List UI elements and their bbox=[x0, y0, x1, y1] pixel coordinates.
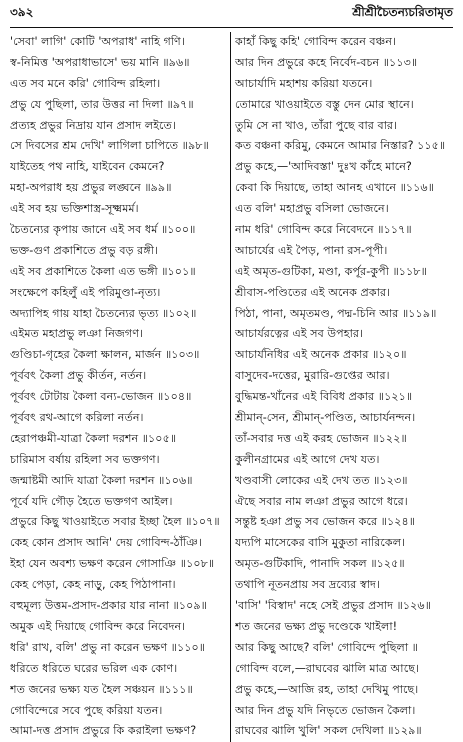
verse-line: ঐছে সবার নাম লঞা প্রভুর আগে ধরে। bbox=[235, 494, 408, 508]
verse-line: শ্রীমান্‌-সেন, শ্রীমান্‌-পণ্ডিত, আচার্যনন্দন। bbox=[235, 411, 416, 425]
verse-line: শ্রীবাস-পণ্ডিতের এই অনেক প্রকার। bbox=[235, 285, 391, 299]
verse-line: কেহ পেড়া, কেহ নাড়ু, কেহ পিঠাপানা। bbox=[10, 578, 176, 592]
verse-line: অমুক এই দিয়াছে গোবিন্দ করে নিবেদন। bbox=[10, 619, 186, 633]
verse-line: এই সব প্রকাশিতে কৈলা এত ভঙ্গী ॥১০১॥ bbox=[10, 264, 196, 278]
verse-line: ধরি' রাখ, বলি' প্রভু না করেন ভক্ষণ ॥১১০॥ bbox=[10, 640, 206, 654]
verse-line: প্রভু কহে,—'আদিবস্তা' দুঃখ কাঁহে মানে? bbox=[235, 160, 412, 174]
verse-line: খণ্ডবাসী লোকের এই দেখ তত ॥১২৩॥ bbox=[235, 473, 408, 487]
verse-line: প্রত্যহ প্রভুর নিদ্রায় যান প্রসাদ লইতে। bbox=[10, 118, 176, 132]
verse-line: বাসুদেব-দত্তের, মুরারি-গুপ্তের আর। bbox=[235, 369, 390, 383]
verse-line: ভক্ত-গুণ প্রকাশিতে প্রভু বড় রঙ্গী। bbox=[10, 243, 158, 257]
verse-line: কাহাঁ কিছু কহি' গোবিন্দ করেন বঞ্চন। bbox=[235, 35, 397, 48]
verse-line: তুমি সে না খাও, তাঁরা পুছে বার বার। bbox=[235, 118, 398, 132]
verse-line: স্ব-নিমিত্ত 'অপরাধাভাসে' ভয় মানি ॥৯৬॥ bbox=[10, 55, 190, 69]
verse-line: তাঁ-সবার দত্ত এই করহ ভোজন ॥১২২॥ bbox=[235, 431, 407, 445]
verse-line: আচার্যরত্নের এই সব উপহার। bbox=[235, 327, 363, 341]
left-column bbox=[10, 32, 228, 742]
verse-line: 'সেবা' লাগি' কোটি 'অপরাধ' নাহি গণি। bbox=[10, 35, 185, 48]
verse-line: জন্মাষ্টমী আদি যাত্রা কৈলা দরশন ॥১০৬॥ bbox=[10, 473, 193, 487]
verse-line: প্রভু যে পুছিলা, তার উত্তর না দিলা ॥৯৭॥ bbox=[10, 97, 194, 111]
verse-line: কুলীনগ্রামের এই আগে দেখ যত। bbox=[235, 452, 380, 466]
verse-line: আচার্যনিধির এই অনেক প্রকার ॥১২০॥ bbox=[235, 348, 407, 362]
verse-line: আমা-দত্ত প্রসাদ প্রভুরে কি করাইলা ভক্ষণ? bbox=[10, 724, 197, 738]
verse-line: আর কিছু আছে? বলি' গোবিন্দে পুছিলা ॥ bbox=[235, 640, 418, 654]
right-column bbox=[235, 32, 453, 742]
verse-line: যাইতেহ পথ নাহি, যাইবেন কেমনে? bbox=[10, 160, 165, 174]
header-rule bbox=[10, 27, 453, 28]
verse-line: বুদ্ধিমন্ত-খাঁনের এই বিবিধ প্রকার ॥১২১॥ bbox=[235, 390, 413, 404]
verse-line: রাঘবের ঝালি খুলি' সকল দেখিলা ॥১২৯॥ bbox=[235, 724, 422, 738]
verse-line: সংক্ষেপে কহিলুঁ এই পরিমুণ্ডা-নৃত্য। bbox=[10, 285, 161, 299]
verse-line: প্রভুরে কিছু খাওয়াইতে সবার ইচ্ছা হৈল ॥১০৭॥ bbox=[10, 515, 220, 529]
verse-line: হেরাপঞ্চমী-যাত্রা কৈলা দরশন ॥১০৫॥ bbox=[10, 431, 177, 445]
verse-line: মহা-অপরাধ হয় প্রভুর লঙ্ঘনে ॥৯৯॥ bbox=[10, 181, 172, 195]
verse-line: পূর্ববৎ রথ-আগে করিলা নর্তন। bbox=[10, 411, 144, 425]
text-columns bbox=[10, 32, 453, 742]
verse-line: আর দিন প্রভু যদি নিভৃতে ভোজন কৈলা। bbox=[235, 703, 416, 717]
verse-line: আচার্যাদি মহাশয় করিয়া যতনে। bbox=[235, 76, 373, 90]
verse-line: পূর্বে যদি গৌড় হৈতে ভক্তগণ আইল। bbox=[10, 494, 173, 508]
verse-line: তথাপি নূতনপ্রায় সব দ্রব্যের স্বাদ। bbox=[235, 578, 380, 592]
verse-line: পূর্ববৎ টোটায় কৈলা বন্য-ভোজন ॥১০৪॥ bbox=[10, 390, 192, 404]
verse-line: পূর্ববৎ কৈলা প্রভু কীর্তন, নর্তন। bbox=[10, 369, 147, 383]
verse-line: 'বাসি' 'বিস্বাদ' নহে সেই প্রভুর প্রসাদ ॥১২৬॥ bbox=[235, 599, 432, 613]
verse-line: তোমারে খাওয়াইতে বস্তু দেন মোর স্থানে। bbox=[235, 97, 414, 111]
verse-line: গোবিন্দ বলে,—রাঘবের ঝালি মাত্র আছে। bbox=[235, 661, 419, 675]
verse-line: আচার্যের এই পৈড়, পানা রস-পূপী। bbox=[235, 243, 388, 257]
page-header bbox=[10, 6, 453, 24]
verse-line: যদ্যপি মাসেকের বাসি মুকুতা নারিকেল। bbox=[235, 536, 406, 550]
verse-line: প্রভু কহে,—আজি রহ, তাহা দেখিমু পাছে। bbox=[235, 682, 419, 696]
verse-line: এত বলি' মহাপ্রভু বসিলা ভোজনে। bbox=[235, 202, 389, 216]
verse-line: গোবিন্দেরে সবে পুছে করিয়া যতন। bbox=[10, 703, 163, 717]
verse-line: সন্তুষ্ট হঞা প্রভু সব ভোজন করে ॥১২৪॥ bbox=[235, 515, 416, 529]
verse-line: আর দিন প্রভুরে কহে নির্বেদ-বচন ॥১১৩॥ bbox=[235, 55, 418, 69]
verse-line: এইমত মহাপ্রভু লঞা নিজগণ। bbox=[10, 327, 144, 341]
verse-line: এই সব হয় ভক্তিশাস্ত্র-সূক্ষ্মমর্ম। bbox=[10, 202, 139, 216]
verse-line: কেবা কি দিয়াছে, তাহা আনহ এখানে ॥১১৬॥ bbox=[235, 181, 435, 195]
verse-line: অমৃত-গুটিকাদি, পানাদি সকল ॥১২৫॥ bbox=[235, 557, 405, 571]
verse-line: শত জনের ভক্ষ্য যত হৈল সঞ্চয়ন ॥১১১॥ bbox=[10, 682, 193, 696]
verse-line: পিঠা, পানা, অমৃতমণ্ড, পদ্ম-চিনি আর ॥১১৯॥ bbox=[235, 306, 437, 320]
verse-line: শত জনের ভক্ষ্য প্রভু দণ্ডেকে খাইলা! bbox=[235, 619, 398, 633]
verse-line: সে দিবসের শ্রম দেখি' লাগিলা চাপিতে ॥৯৮॥ bbox=[10, 139, 209, 153]
verse-line: ইহা যেন অবশ্য ভক্ষণ করেন গোসাঞি ॥১০৮॥ bbox=[10, 557, 215, 571]
verse-line: চারিমাস বর্ষায় রহিলা সব ভক্তগণ। bbox=[10, 452, 160, 466]
verse-line: এত সব মনে করি' গোবিন্দ রহিলা। bbox=[10, 76, 161, 90]
running-title: শ্রীশ্রীচৈতন্যচরিতামৃত bbox=[352, 5, 453, 19]
verse-line: কত বঞ্চনা করিমু, কেমনে আমার নিস্তার? ১১৫॥ bbox=[235, 139, 446, 153]
page-number: ৩৯২ bbox=[10, 5, 34, 19]
verse-line: নাম ধরি' গোবিন্দ করে নিবেদনে ॥১১৭॥ bbox=[235, 223, 412, 237]
verse-line: ধরিতে ধরিতে ঘরের ভরিল এক কোণ। bbox=[10, 661, 178, 675]
verse-line: গুণ্ডিচা-গৃহের কৈলা ক্ষালন, মার্জন ॥১০৩॥ bbox=[10, 348, 200, 362]
verse-line: কেহ কোন প্রসাদ আনি' দেয় গোবিন্দ-ঠাঁঞি। bbox=[10, 536, 202, 550]
column-divider bbox=[230, 32, 231, 742]
verse-line: বহুমূল্য উত্তম-প্রসাদ-প্রকার যার নানা ॥১০৯॥ bbox=[10, 599, 207, 613]
verse-line: এই অমৃত-গুটিকা, মণ্ডা, কর্পূর-কুপী ॥১১৮॥ bbox=[235, 264, 427, 278]
verse-line: চৈতন্যের কৃপায় জানে এই সব ধর্ম ॥১০০॥ bbox=[10, 223, 196, 237]
verse-line: অদ্যাপিহ গায় যাহা চৈতন্যের ভৃত্য ॥১০২॥ bbox=[10, 306, 197, 320]
